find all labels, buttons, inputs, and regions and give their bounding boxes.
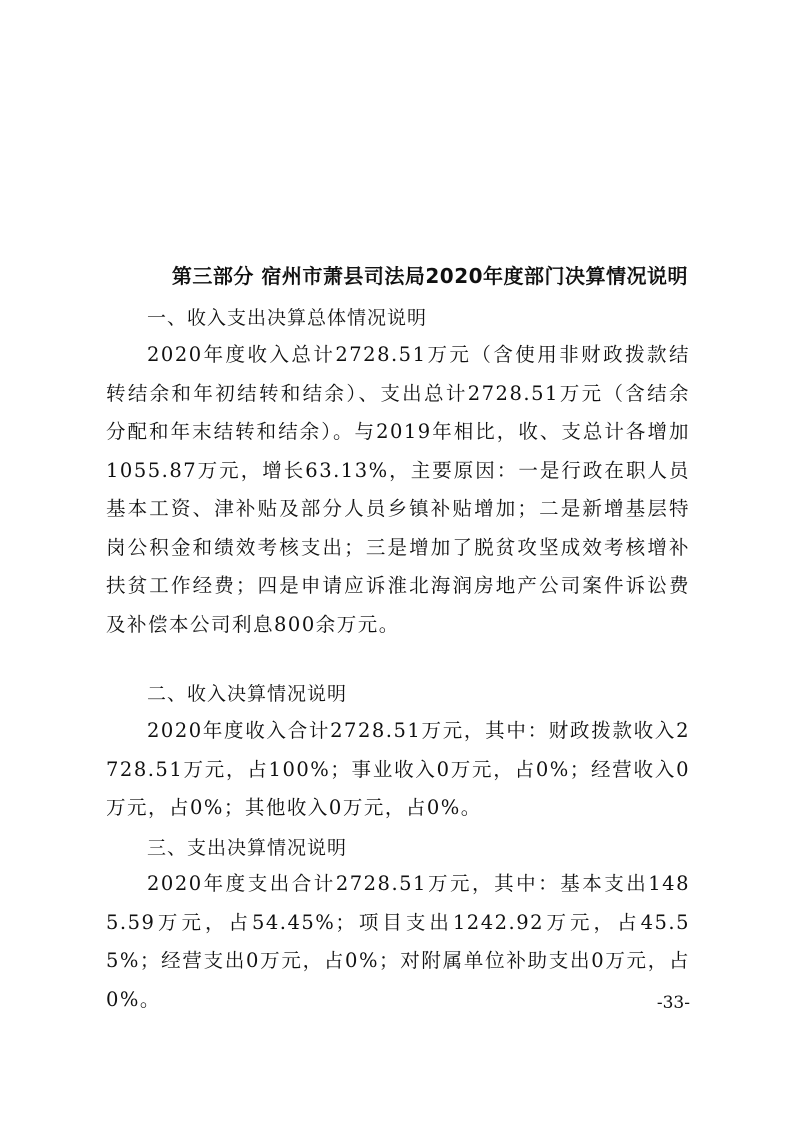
section-heading-income: 二、收入决算情况说明 [147, 683, 348, 705]
section-body-income: 2020年度收入合计2728.51万元，其中：财政拨款收入2728.51万元，占100%；事业收入0万元，占0%；经营收入0万元，占0%；其他收入0万元，占0%。 [106, 719, 690, 819]
page-number: -33- [656, 993, 690, 1013]
section-heading-overall: 一、收入支出决算总体情况说明 [147, 307, 428, 329]
section-body-overall: 2020年度收入总计2728.51万元（含使用非财政拨款结转结余和年初结转和结余）、支出总计2728.51万元（含结余分配和年末结转和结余）。与2019年相比，收、支总计各增加1055.87万元，增长63.13%，主要原因：一是行政在职人员基本工资、津补贴及部分人员乡镇补贴增加；二是新增基层特岗公积金和绩效考核支出；三是增加了脱贫攻坚成效考核增补扶贫工作经费；四是申请应诉淮北海润房地产公司案件诉讼费及补偿本公司利息800余万元。 [106, 343, 690, 636]
section-body-expenditure: 2020年度支出合计2728.51万元，其中：基本支出1485.59万元，占54.45%；项目支出1242.92万元，占45.55%；经营支出0万元，占0%；对附属单位补助支出0万元，占0%。 [106, 872, 690, 1011]
page-title: 第三部分 宿州市萧县司法局2020年度部门决算情况说明 [171, 264, 689, 288]
section-heading-expenditure: 三、支出决算情况说明 [147, 837, 348, 859]
